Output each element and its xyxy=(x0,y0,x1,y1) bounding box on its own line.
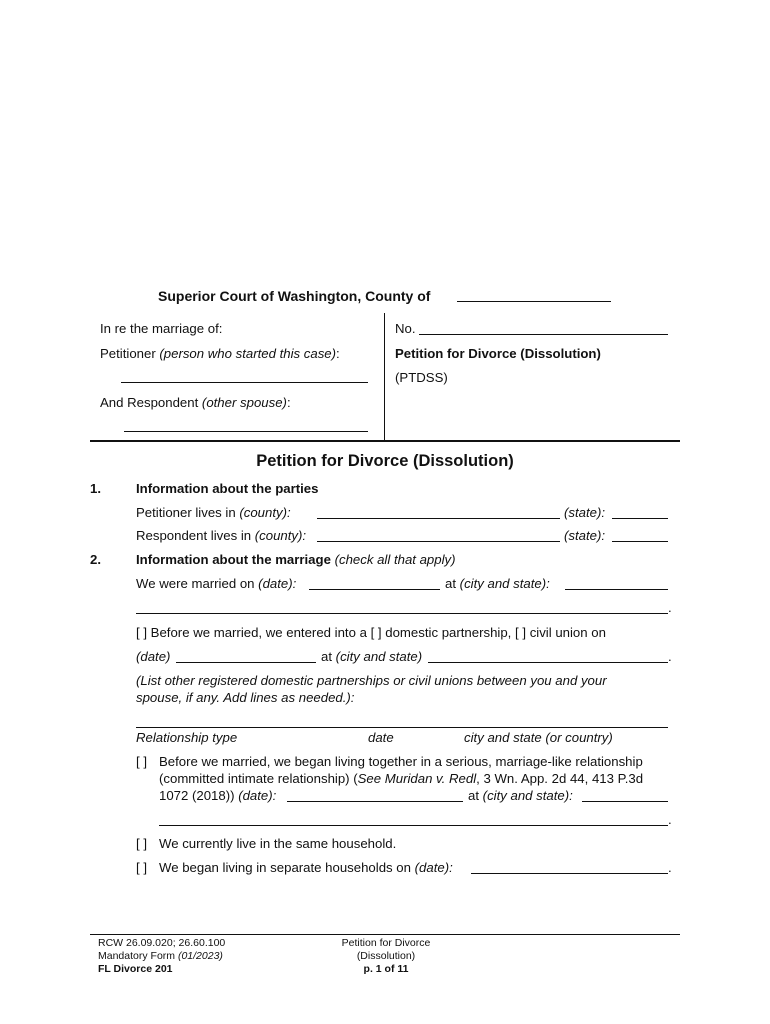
living-together-text-3: 1072 (2018)) (date): xyxy=(159,788,277,803)
partnership-date-field[interactable] xyxy=(176,662,316,663)
list-other-instructions-2: spouse, if any. Add lines as needed.): xyxy=(136,690,355,705)
marriage-place-field-line2[interactable] xyxy=(136,613,668,614)
petitioner-name-field[interactable] xyxy=(121,382,368,383)
respondent-county-field[interactable] xyxy=(317,541,560,542)
respondent-lives-label: Respondent lives in (county): xyxy=(136,528,307,543)
living-together-date-field[interactable] xyxy=(287,801,463,802)
caption-vertical-divider xyxy=(384,313,385,441)
case-no-field[interactable] xyxy=(419,334,668,335)
respondent-state-label: (state): xyxy=(564,528,606,543)
doc-title: Petition for Divorce (Dissolution) xyxy=(395,346,601,361)
section-1-number: 1. xyxy=(90,481,101,496)
footer-rcw: RCW 26.09.020; 26.60.100 xyxy=(98,937,226,949)
living-together-text-2: (committed intimate relationship) (See Muridan v. Redl, 3 Wn. App. 2d 44, 413 P.3d xyxy=(159,771,644,786)
case-no-label: No. xyxy=(395,321,416,336)
col-city-state: city and state (or country) xyxy=(464,730,613,745)
col-relationship-type: Relationship type xyxy=(136,730,238,745)
footer-mandatory: Mandatory Form (01/2023) xyxy=(98,950,223,962)
footer-rule xyxy=(90,934,680,935)
same-household-checkbox[interactable]: [ ] xyxy=(136,836,147,851)
respondent-name-field[interactable] xyxy=(124,431,368,432)
separation-date-field[interactable] xyxy=(471,873,668,874)
in-re-label: In re the marriage of: xyxy=(100,321,223,336)
court-title: Superior Court of Washington, County of xyxy=(158,288,431,304)
domestic-partnership-checkbox[interactable]: [ ] xyxy=(370,625,382,640)
marriage-date-field[interactable] xyxy=(309,589,440,590)
petitioner-caption: Petitioner (person who started this case): xyxy=(100,346,340,361)
living-together-place-field-line2[interactable] xyxy=(159,825,668,826)
partnership-row: [ ] Before we married, we entered into a [ ] domestic partnership, [ ] civil union on xyxy=(136,625,606,640)
partnership-place-field[interactable] xyxy=(428,662,668,663)
partnership-checkbox[interactable]: [ ] xyxy=(136,625,147,640)
footer-form-id: FL Divorce 201 xyxy=(98,963,173,975)
marriage-place-label: at (city and state): xyxy=(445,576,550,591)
footer-center-2: (Dissolution) xyxy=(356,950,416,962)
partnership-date-label: (date) xyxy=(136,649,171,664)
separate-households-text: We began living in separate households on (date): xyxy=(159,860,453,875)
footer-center-1: Petition for Divorce xyxy=(341,937,431,949)
main-title: Petition for Divorce (Dissolution) xyxy=(256,452,514,470)
section-1-heading: Information about the parties xyxy=(136,481,319,496)
married-on-label: We were married on (date): xyxy=(136,576,297,591)
living-together-checkbox[interactable]: [ ] xyxy=(136,754,147,769)
period: . xyxy=(668,649,672,664)
petitioner-state-label: (state): xyxy=(564,505,606,520)
other-partnerships-field[interactable] xyxy=(136,727,668,728)
col-date: date xyxy=(368,730,394,745)
living-together-place-label: at (city and state): xyxy=(468,788,573,803)
doc-code: (PTDSS) xyxy=(395,370,448,385)
section-2-number: 2. xyxy=(90,552,101,567)
petitioner-lives-label: Petitioner lives in (county): xyxy=(136,505,291,520)
marriage-place-field[interactable] xyxy=(565,589,668,590)
caption-bottom-rule xyxy=(90,440,680,442)
period: . xyxy=(668,860,672,875)
partnership-place-label: at (city and state) xyxy=(321,649,423,664)
separate-households-checkbox[interactable]: [ ] xyxy=(136,860,147,875)
period: . xyxy=(668,812,672,827)
living-together-text-1: Before we married, we began living together in a serious, marriage-like relationship xyxy=(159,754,643,769)
petitioner-state-field[interactable] xyxy=(612,518,668,519)
county-field[interactable] xyxy=(457,301,611,302)
period: . xyxy=(668,600,672,615)
same-household-text: We currently live in the same household. xyxy=(159,836,397,851)
living-together-place-field[interactable] xyxy=(582,801,668,802)
respondent-caption: And Respondent (other spouse): xyxy=(100,395,291,410)
footer-page-number: p. 1 of 11 xyxy=(363,963,409,975)
civil-union-checkbox[interactable]: [ ] xyxy=(515,625,527,640)
petitioner-county-field[interactable] xyxy=(317,518,560,519)
list-other-instructions-1: (List other registered domestic partnerships or civil unions between you and your xyxy=(136,673,607,688)
respondent-state-field[interactable] xyxy=(612,541,668,542)
section-2-heading: Information about the marriage (check all that apply) xyxy=(136,552,456,567)
